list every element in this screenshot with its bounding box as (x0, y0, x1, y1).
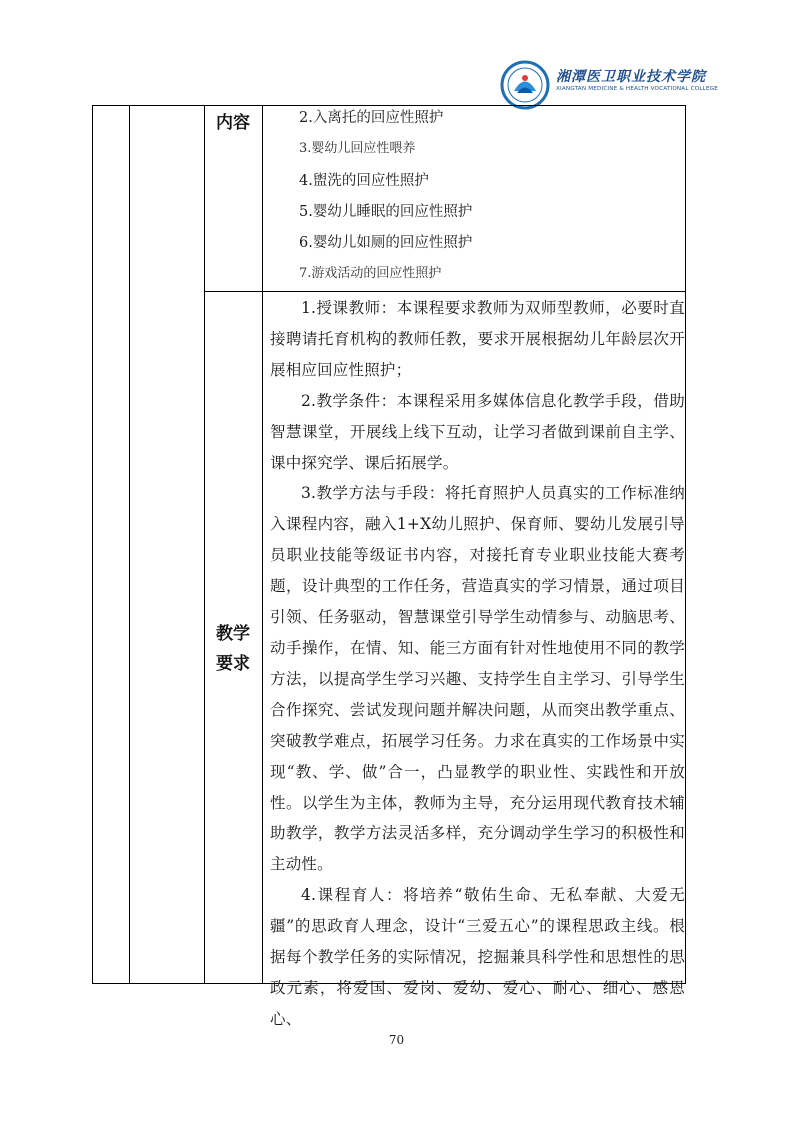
requirement-paragraph: 2.教学条件：本课程采用多媒体信息化教学手段，借助智慧课堂，开展线上线下互动，让学习者做到课前自主学、课中探究学、课后拓展学。 (270, 391, 685, 472)
requirements-text (270, 293, 685, 1035)
list-item: 6.婴幼儿如厕的回应性照护 (299, 235, 473, 252)
list-item: 4.盥洗的回应性照护 (299, 172, 429, 189)
page-number: 70 (388, 1033, 405, 1047)
row-label-line: 要求 (216, 654, 250, 674)
table-col-divider-2 (204, 105, 205, 984)
content-list (299, 106, 679, 294)
list-item: 3.婴幼儿回应性喂养 (299, 141, 416, 157)
row-label-content: 内容 (216, 113, 250, 133)
college-name-cn: 湘潭医卫职业技术学院 (556, 69, 706, 85)
requirement-paragraph: 4.课程育人：将培养“敬佑生命、无私奉献、大爱无疆”的思政育人理念，设计“三爱五心”的课程思政主线。根据每个教学任务的实际情况，挖掘兼具科学性和思想性的思政元素，将爱国、爱岗、爱幼、爱心、耐心、细心、感恩心、 (270, 886, 685, 1028)
table-col-divider-3 (262, 105, 263, 984)
row-label-line: 教学 (216, 624, 250, 644)
requirement-paragraph: 3.教学方法与手段：将托育照护人员真实的工作标准纳入课程内容，融入1+X幼儿照护、保育师、婴幼儿发展引导员职业技能等级证书内容，对接托育专业职业技能大赛考题，设计典型的工作任务，营造真实的学习情景，通过项目引领、任务驱动，智慧课堂引导学生动情参与、动脑思考、动手操作，在情、知、能三方面有针对性地使用不同的教学方法，以提高学生学习兴趣、支持学生自主学习、引导学生合作探究、尝试发现问题并解决问题，从而突出教学重点、突破教学难点，拓展学习任务。力求在真实的工作场景中实现“教、学、做”合一，凸显教学的职业性、实践性和开放性。以学生为主体，教师为主导，充分运用现代教育技术辅助教学，教学方法灵活多样，充分调动学生学习的积极性和主动性。 (270, 484, 685, 874)
row-label-requirements (204, 619, 262, 679)
college-seal-icon (500, 60, 550, 110)
table-border-left (92, 105, 93, 984)
college-name-en: XIANGTAN MEDICINE & HEALTH VOCATIONAL COLLEGE (556, 86, 718, 92)
list-item: 2.入离托的回应性照护 (299, 110, 444, 126)
list-item: 5.婴幼儿睡眠的回应性照护 (299, 203, 473, 220)
table-col-divider-1 (129, 105, 130, 984)
list-item: 7.游戏活动的回应性照护 (299, 266, 442, 282)
table-border-right (685, 105, 686, 984)
requirement-paragraph: 1.授课教师：本课程要求教师为双师型教师，必要时直接聘请托育机构的教师任教，要求开展根据幼儿年龄层次开展相应回应性照护； (270, 299, 685, 379)
